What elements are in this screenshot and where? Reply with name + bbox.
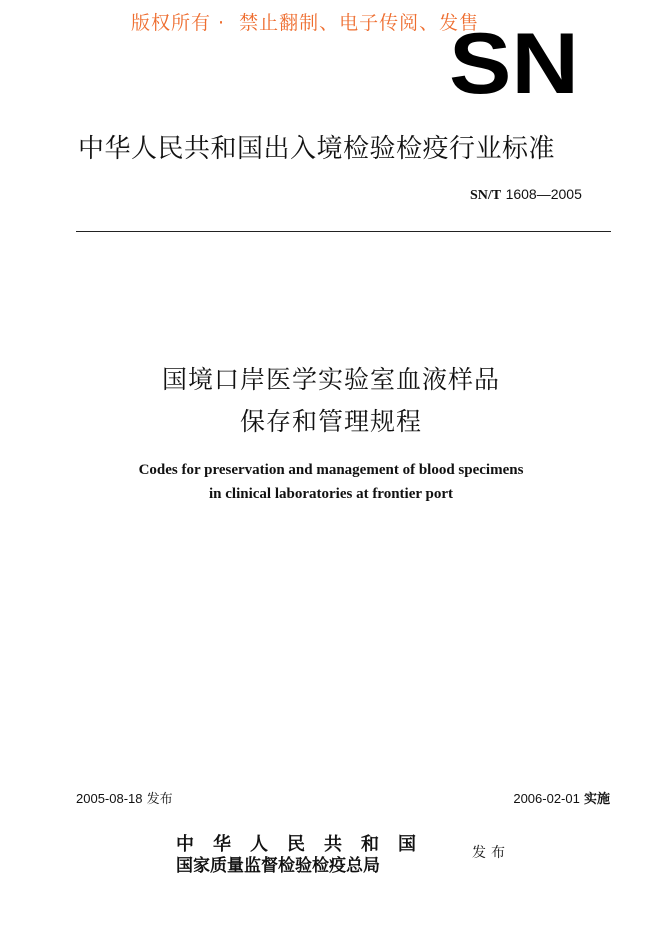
footer-agency: 国家质量监督检验检疫总局: [176, 856, 380, 876]
standard-number-value: 1608—2005: [505, 186, 582, 202]
copyright-notice-part2: 禁止翻制、电子传阅、发售: [239, 12, 480, 34]
issue-date: [76, 788, 173, 807]
issuing-authority-header: 中华人民共和国出入境检验检疫行业标准: [78, 134, 556, 164]
sn-logo-text: SN: [449, 30, 579, 96]
title-zh-line2: 保存和管理规程: [239, 407, 422, 436]
implementation-date-label: 实施: [583, 792, 610, 807]
implementation-date: [513, 788, 610, 807]
copyright-notice: [131, 8, 479, 35]
implementation-date-value: 2006-02-01: [513, 791, 580, 806]
issue-date-value: 2005-08-18: [76, 791, 143, 806]
title-zh-line1: 国境口岸医学实验室血液样品: [161, 365, 500, 394]
issue-date-label: 发布: [146, 792, 173, 807]
title-en-line2: in clinical laboratories at frontier port: [209, 486, 453, 502]
header-divider: [76, 231, 611, 232]
footer-country: 中华人民共和国: [176, 834, 435, 855]
footer-publish-label: 发布: [472, 845, 510, 861]
title-en-line1: Codes for preservation and management of blood specimens: [138, 462, 524, 478]
sn-logo: [448, 30, 580, 96]
copyright-notice-part1: 版权所有 ·: [131, 12, 226, 34]
standard-number-prefix: SN/T: [470, 188, 502, 203]
standard-number: [470, 186, 582, 204]
